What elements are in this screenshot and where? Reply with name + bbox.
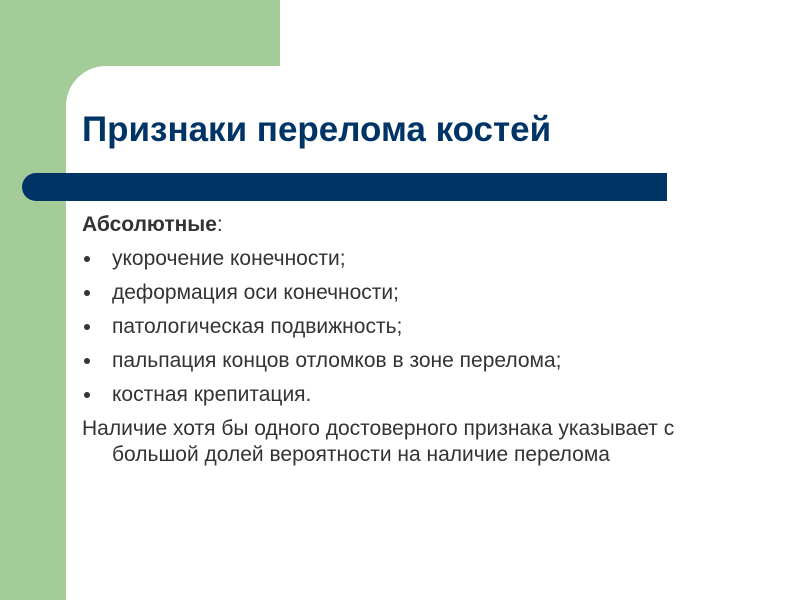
list-item-text: укорочение конечности; — [112, 247, 346, 270]
bullet-icon — [84, 358, 90, 364]
list-item — [82, 310, 782, 344]
list-item — [82, 242, 782, 276]
section-heading — [82, 208, 782, 242]
section-heading-bold: Абсолютные — [82, 213, 217, 236]
slide-title: Признаки перелома костей — [82, 110, 552, 149]
conclusion-text: Наличие хотя бы одного достоверного признака указывает с большой долей вероятности на наличие перелома — [82, 417, 675, 466]
list-item — [82, 276, 782, 310]
bullet-icon — [84, 290, 90, 296]
list-item-text: деформация оси конечности; — [112, 281, 399, 304]
list-item — [82, 344, 782, 378]
signs-list — [82, 242, 782, 412]
slide-body — [82, 208, 782, 468]
section-heading-suffix: : — [216, 213, 223, 236]
list-item-text: костная крепитация. — [112, 383, 312, 406]
list-item-text: патологическая подвижность; — [112, 315, 403, 338]
bullet-icon — [84, 392, 90, 398]
list-item — [82, 378, 782, 412]
title-underline-bar — [22, 173, 667, 201]
list-item-text: пальпация концов отломков в зоне перелома; — [112, 349, 562, 372]
bullet-icon — [84, 324, 90, 330]
bullet-icon — [84, 256, 90, 262]
